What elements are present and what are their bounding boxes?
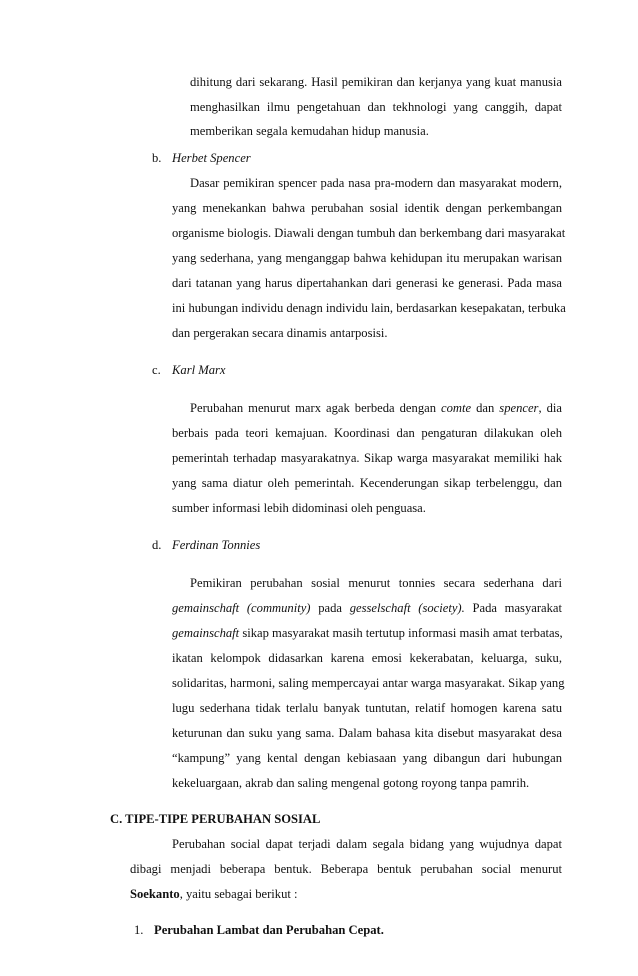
marx-line-2: berbais pada teori kemajuan. Koordinasi dan pengaturan dilakukan oleh (172, 426, 562, 440)
intro-line-2: menghasilkan ilmu pengetahuan dan tekhnologi yang canggih, dapat (190, 100, 562, 114)
tonnies-line-8: “kampung” yang kental dengan kebiasaan yang dibangun dari hubungan (172, 751, 562, 765)
spencer-line-5: dari tatanan yang harus dipertahankan dari generasi ke generasi. Pada masa (172, 276, 562, 290)
list-marker-b: b. (152, 151, 162, 165)
tonnies-line-3: gemainschaft sikap masyarakat masih tertutup informasi masih amat terbatas, (172, 626, 563, 640)
tonnies-line-6: lugu sederhana tidak terlalu banyak tuntutan, relatif homogen karena satu (172, 701, 562, 715)
spencer-line-1: Dasar pemikiran spencer pada nasa pra-modern dan masyarakat modern, (190, 176, 562, 190)
spencer-line-4: yang sederhana, yang menganggap bahwa kehidupan itu merupakan warisan (172, 251, 562, 265)
marx-line-1: Perubahan menurut marx agak berbeda dengan comte dan spencer, dia (190, 401, 563, 415)
tonnies-line-7: keturunan dan suku yang sama. Dalam bahasa kita disebut masyarakat desa (172, 726, 562, 740)
subheading-perubahan-lambat: Perubahan Lambat dan Perubahan Cepat. (154, 923, 384, 937)
tonnies-line-1: Pemikiran perubahan sosial menurut tonnies secara sederhana dari (190, 576, 562, 590)
spencer-line-6: ini hubungan individu denagn individu lain, berdasarkan kesepakatan, terbuka (172, 301, 566, 315)
spencer-line-3: organisme biologis. Diawali dengan tumbuh dan berkembang dari masyarakat (172, 226, 566, 240)
marx-line-4: yang sama diatur oleh pemerintah. Kecenderungan sikap terbelenggu, dan (172, 476, 562, 490)
tonnies-line-5: solidaritas, harmoni, saling mempercayai antar warga masyarakat. Sikap yang (172, 676, 565, 690)
term-gemainschaft: gemainschaft (community) (172, 601, 311, 615)
tipe-line-2: dibagi menjadi beberapa bentuk. Beberapa bentuk perubahan social menurut (130, 862, 562, 876)
list-marker-1: 1. (134, 923, 144, 937)
heading-karl-marx: Karl Marx (172, 363, 226, 377)
section-heading-tipe-tipe: C. TIPE-TIPE PERUBAHAN SOSIAL (110, 812, 321, 826)
tipe-line-3: Soekanto, yaitu sebagai berikut : (130, 887, 298, 901)
marx-line-5: sumber informasi lebih didominasi oleh penguasa. (172, 501, 426, 515)
term-comte: comte (441, 401, 472, 415)
intro-line-1: dihitung dari sekarang. Hasil pemikiran dan kerjanya yang kuat manusia (190, 75, 562, 89)
intro-line-3: memberikan segala kemudahan hidup manusia. (190, 124, 429, 138)
term-gemainschaft-2: gemainschaft (172, 626, 240, 640)
spencer-line-2: yang menekankan bahwa perubahan sosial identik dengan perkembangan (172, 201, 562, 215)
spencer-line-7: dan pergerakan secara dinamis antarposisi. (172, 326, 388, 340)
tonnies-line-4: ikatan kelompok didasarkan karena emosi kekerabatan, keluarga, suku, (172, 651, 562, 665)
term-gesselschaft: gesselschaft (society). (349, 601, 465, 615)
tonnies-line-9: kekeluargaan, akrab dan saling mengenal gotong royong tanpa pamrih. (172, 776, 530, 790)
tonnies-line-2: gemainschaft (community) pada gesselschaft (society). Pada masyarakat (172, 601, 563, 615)
heading-ferdinan-tonnies: Ferdinan Tonnies (172, 538, 261, 552)
list-marker-c: c. (152, 363, 161, 377)
marx-line-3: pemerintah terhadap masyarakatnya. Sikap warga masyarakat memiliki hak (172, 451, 562, 465)
heading-herbet-spencer: Herbet Spencer (172, 151, 251, 165)
tipe-line-1: Perubahan social dapat terjadi dalam segala bidang yang wujudnya dapat (172, 837, 562, 851)
list-marker-d: d. (152, 538, 162, 552)
term-spencer: spencer (499, 401, 539, 415)
name-soekanto: Soekanto (130, 887, 180, 901)
